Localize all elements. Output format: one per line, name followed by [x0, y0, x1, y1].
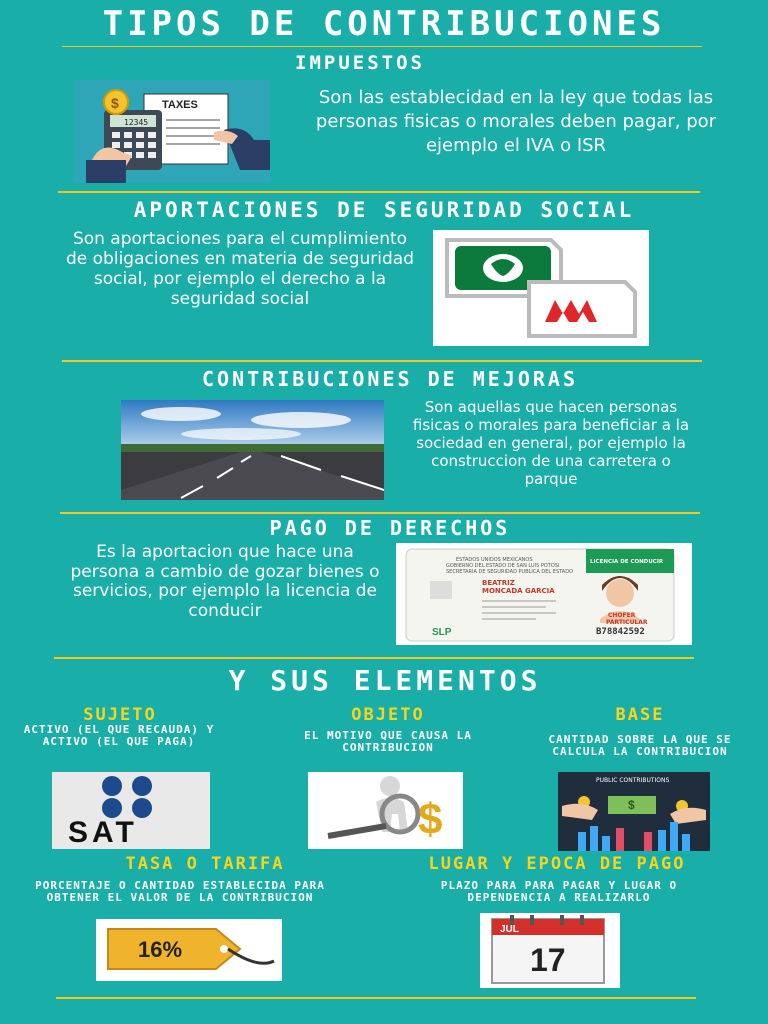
page-title: TIPOS DE CONTRIBUCIONES	[102, 4, 666, 44]
sujeto-text: ACTIVO (EL QUE RECAUDA) Y ACTIVO (EL QUE PAGA)	[23, 723, 215, 748]
license-header-3: SECRETARIA DE SEGURIDAD PUBLICA DEL ESTADO	[446, 569, 573, 575]
percentage-tag-image	[96, 919, 282, 981]
magnifier-money-image	[308, 772, 463, 849]
svg-text:$: $	[111, 95, 119, 111]
divider	[56, 997, 696, 999]
sat-image	[52, 772, 210, 849]
road-image	[121, 400, 384, 500]
section-heading-mejoras: CONTRIBUCIONES DE MEJORAS	[201, 367, 579, 391]
calendar-image	[480, 913, 620, 988]
section-heading-derechos: PAGO DE DERECHOS	[269, 516, 511, 540]
svg-text:$: $	[628, 798, 635, 812]
sat-label: SAT	[68, 816, 138, 849]
objeto-text: EL MOTIVO QUE CAUSA LA CONTRIBUCION	[304, 729, 472, 754]
taxes-image	[74, 80, 270, 183]
public-contributions-image	[558, 772, 710, 851]
divider	[58, 191, 700, 193]
divider	[54, 657, 694, 659]
license-type-1: CHOFER	[608, 612, 636, 619]
license-type-2: PARTICULAR	[606, 619, 648, 626]
license-image	[396, 543, 692, 645]
calendar-day: 17	[530, 942, 566, 978]
divider	[62, 46, 702, 47]
element-heading-tasa: TASA O TARIFA	[125, 854, 285, 874]
license-name-2: MONCADA GARCIA	[482, 587, 555, 595]
elements-title: Y SUS ELEMENTOS	[228, 664, 542, 697]
license-name-1: BEATRIZ	[482, 579, 515, 587]
license-badge: LICENCIA DE CONDUCIR	[590, 559, 664, 565]
divider	[60, 512, 700, 514]
section-heading-seguridad: APORTACIONES DE SEGURIDAD SOCIAL	[133, 198, 635, 222]
public-contributions-label: PUBLIC CONTRIBUTIONS	[596, 777, 670, 784]
mejoras-text: Son aquellas que hacen personas fisicas o morales para beneficiar a la sociedad en general, por ejemplo la construccion de una carretera o parque	[412, 398, 690, 488]
base-text: CANTIDAD SOBRE LA QUE SE CALCULA LA CONTRIBUCION	[548, 733, 732, 758]
license-logo: SLP	[432, 627, 452, 638]
license-header-2: GOBIERNO DEL ESTADO DE SAN LUIS POTOSI	[446, 563, 560, 569]
element-heading-base: BASE	[615, 705, 665, 725]
percentage-label: 16%	[138, 937, 183, 962]
section-heading-impuestos: IMPUESTOS	[295, 52, 425, 74]
svg-text:$: $	[418, 795, 443, 844]
calendar-month: JUL	[500, 924, 519, 935]
element-heading-objeto: OBJETO	[351, 705, 425, 725]
calculator-display: 12345	[124, 118, 149, 127]
lugar-text: PLAZO PARA PARA PAGAR Y LUGAR O DEPENDENCIA A REALIZARLO	[440, 879, 678, 904]
element-heading-lugar: LUGAR Y EPOCA DE PAGO	[428, 854, 686, 874]
license-number: B78842592	[596, 627, 645, 637]
element-heading-sujeto: SUJETO	[83, 705, 157, 725]
impuestos-text: Son las establecidad en la ley que todas las personas fisicas o morales deben pagar, por ejemplo el IVA o ISR	[315, 87, 717, 156]
taxes-label: TAXES	[162, 99, 198, 111]
tasa-text: PORCENTAJE O CANTIDAD ESTABLECIDA PARA OBTENER EL VALOR DE LA CONTRIBUCION	[35, 879, 325, 904]
license-header-1: ESTADOS UNIDOS MEXICANOS	[456, 557, 533, 563]
divider	[62, 360, 702, 362]
imss-infonavit-logos	[433, 230, 649, 346]
derechos-text: Es la aportacion que hace una persona a cambio de gozar bienes o servicios, por ejemplo la licencia de conducir	[70, 542, 380, 621]
seguridad-text: Son aportaciones para el cumplimiento de obligaciones en materia de seguridad social, por ejemplo el derecho a la seguridad social	[66, 229, 414, 309]
